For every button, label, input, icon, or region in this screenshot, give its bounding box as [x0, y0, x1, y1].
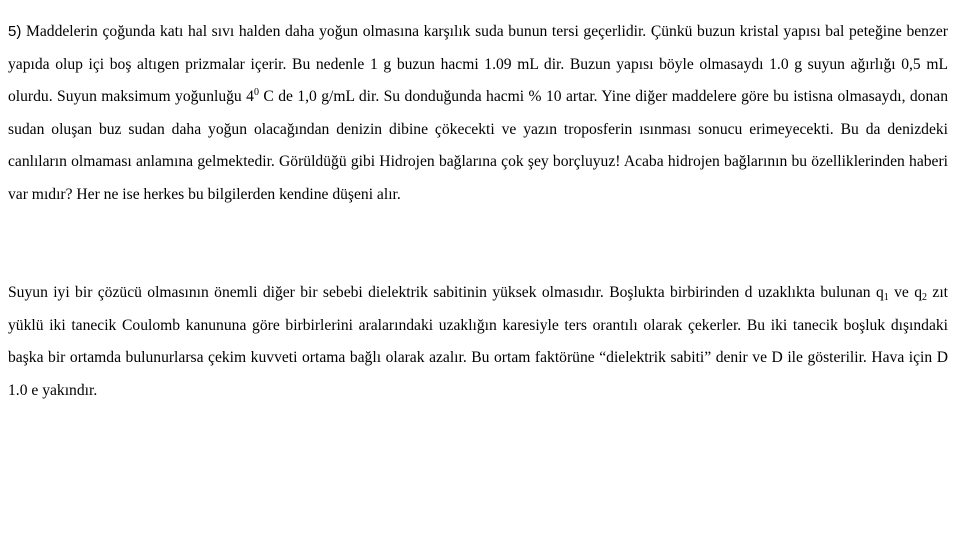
paragraph2-text-c: zıt yüklü iki tanecik Coulomb kanununa göre birbirlerini aralarındaki uzaklığın karesiyle ters orantılı olarak çekerler. Bu iki tanecik boşluk dışındaki başka bir ortamda bulunurlarsa çekim kuvveti ortama bağlı olarak azalır. Bu ortam faktörüne “dielektrik sabiti” denir ve D ile gösterilir. Hava için D 1.0 e yakındır.	[8, 284, 948, 399]
q2-subscript: 2	[922, 292, 928, 303]
paragraph-dielectric-constant	[8, 277, 948, 407]
paragraph1-text-a: Maddelerin çoğunda katı hal sıvı halden daha yoğun olmasına karşılık suda bunun tersi geçerlidir. Çünkü buzun kristal yapısı bal peteğine benzer yapıda olup içi boş altıgen prizmalar içerir. Bu nedenle 1 g buzun hacmi 1.09 mL dir. Buzun yapısı böyle olmasaydı 1.0 g suyun ağırlığı 0,5 mL olurdu. Suyun maksimum yoğunluğu 4	[8, 23, 948, 106]
paragraph2-text-b: ve q	[888, 284, 923, 301]
paragraph-water-density	[8, 16, 948, 212]
question-number: 5)	[8, 23, 22, 40]
q1-subscript: 1	[883, 292, 889, 303]
paragraph1-text-b: C de 1,0 g/mL dir. Su donduğunda hacmi % 10 artar. Yine diğer maddelere göre bu istisna olmasaydı, donan sudan oluşan buz sudan daha yoğun olacağından denizin dibine çökecekti ve yazın troposferin ısınması sonucu erimeyecekti. Bu da denizdeki canlıların olmaması anlamına gelmektedir. Görüldüğü gibi Hidrojen bağlarına çok şey borçluyuz! Acaba hidrojen bağlarının bu özelliklerinden haberi var mıdır? Her ne ise herkes bu bilgilerden kendine düşeni alır.	[8, 88, 948, 203]
degree-superscript: 0	[253, 87, 259, 99]
paragraph2-text-a: Suyun iyi bir çözücü olmasının önemli diğer bir sebebi dielektrik sabitinin yüksek olmasıdır. Boşlukta birbirinden d uzaklıkta bulunan q	[8, 284, 884, 301]
